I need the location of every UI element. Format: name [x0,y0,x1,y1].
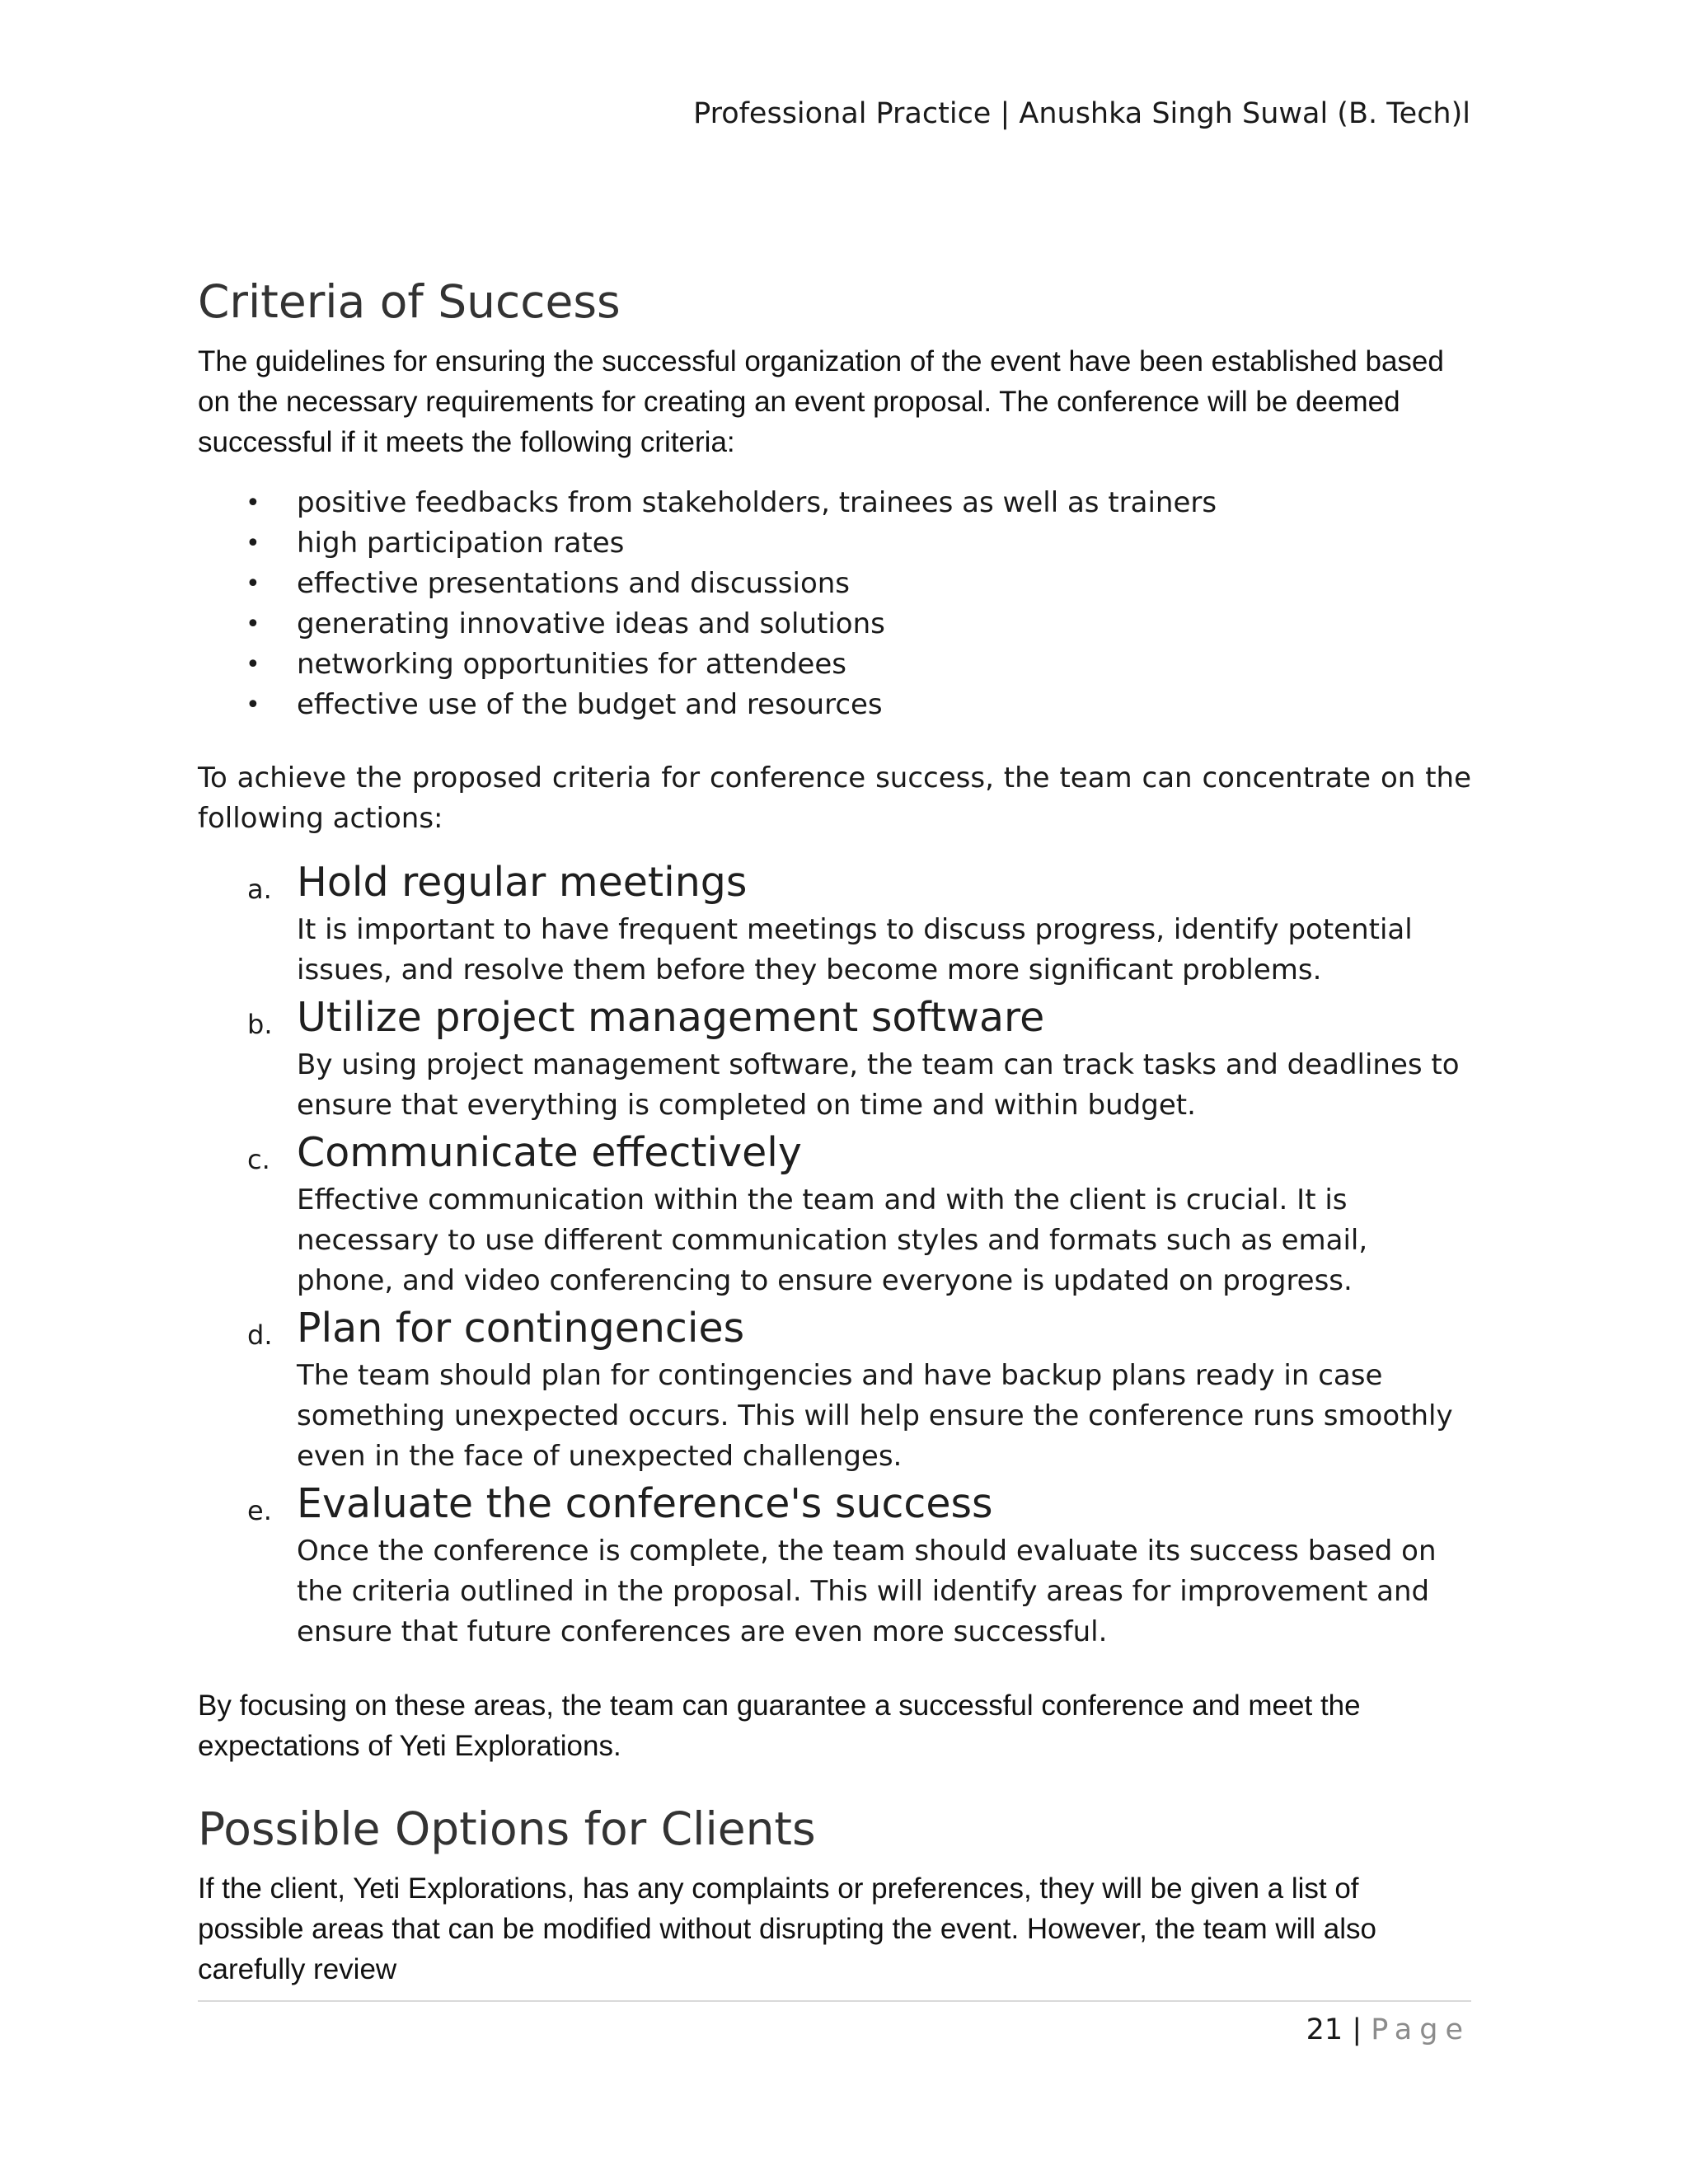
list-item [198,483,1471,523]
action-item [198,1301,1471,1477]
action-description: By using project management software, the team can track tasks and deadlines to ensure that everything is completed on time and within budget. [297,1048,1460,1122]
actions-intro-paragraph: To achieve the proposed criteria for conference success, the team can concentrate on the following actions: [198,762,1471,835]
criteria-intro-paragraph: The guidelines for ensuring the successful organization of the event have been established based on the necessary requirements for creating an event proposal. The conference will be deemed successful if it meets the following criteria: [198,345,1444,458]
page-number: 21 [1306,2013,1343,2046]
section-heading-criteria: Criteria of Success [198,275,621,328]
footer-divider [198,2000,1471,2002]
list-item-text: generating innovative ideas and solutions [297,607,885,640]
action-title: Utilize project management software [297,994,1045,1041]
conclusion-paragraph: By focusing on these areas, the team can guarantee a successful conference and meet the expectations of Yeti Explorations. [198,1690,1361,1762]
bullet-icon: • [246,529,260,558]
list-item-text: effective presentations and discussions [297,567,851,600]
action-description: Effective communication within the team and with the client is crucial. It is necessary to use different communication styles and formats such as email, phone, and video conferencing to ensure everyone is updated on progress. [297,1183,1368,1297]
action-item [198,855,1471,991]
criteria-list [198,483,1471,725]
action-description: It is important to have frequent meetings to discuss progress, identify potential issues, and resolve them before they become more significant problems. [297,913,1413,987]
list-item-text: networking opportunities for attendees [297,648,846,681]
page-label: Page [1371,2013,1470,2046]
bullet-icon: • [246,489,260,518]
actions-list [198,855,1471,1652]
action-letter: d. [247,1319,273,1351]
action-title: Hold regular meetings [297,859,748,906]
options-paragraph: If the client, Yeti Explorations, has any complaints or preferences, they will be given a list of possible areas that can be modified without disrupting the event. However, the team will also carefully review [198,1872,1376,1985]
action-title: Communicate effectively [297,1129,802,1176]
page-footer [1306,2013,1470,2046]
action-item [198,991,1471,1126]
footer-separator: | [1352,2013,1362,2046]
action-letter: e. [247,1495,272,1526]
list-item [198,604,1471,644]
page-content [198,269,1471,1990]
action-letter: a. [247,874,272,905]
running-header: Professional Practice | Anushka Singh Suwal (B. Tech)l [693,97,1470,130]
list-item [198,644,1471,685]
action-item [198,1477,1471,1652]
action-description: Once the conference is complete, the team should evaluate its success based on the criteria outlined in the proposal. This will identify areas for improvement and ensure that future conferences are even more successful. [297,1535,1437,1648]
action-title: Evaluate the conference's success [297,1480,993,1527]
list-item [198,685,1471,725]
list-item-text: effective use of the budget and resources [297,688,883,721]
bullet-icon: • [246,650,260,679]
action-item [198,1126,1471,1301]
action-letter: b. [247,1009,273,1040]
bullet-icon: • [246,569,260,598]
bullet-icon: • [246,610,260,639]
action-title: Plan for contingencies [297,1305,745,1352]
section-heading-options: Possible Options for Clients [198,1802,816,1855]
list-item-text: high participation rates [297,527,625,560]
list-item [198,564,1471,604]
list-item [198,523,1471,564]
action-description: The team should plan for contingencies and have backup plans ready in case something unexpected occurs. This will help ensure the conference runs smoothly even in the face of unexpected challenges. [297,1359,1453,1473]
list-item-text: positive feedbacks from stakeholders, trainees as well as trainers [297,486,1217,519]
action-letter: c. [247,1144,270,1175]
bullet-icon: • [246,691,260,719]
